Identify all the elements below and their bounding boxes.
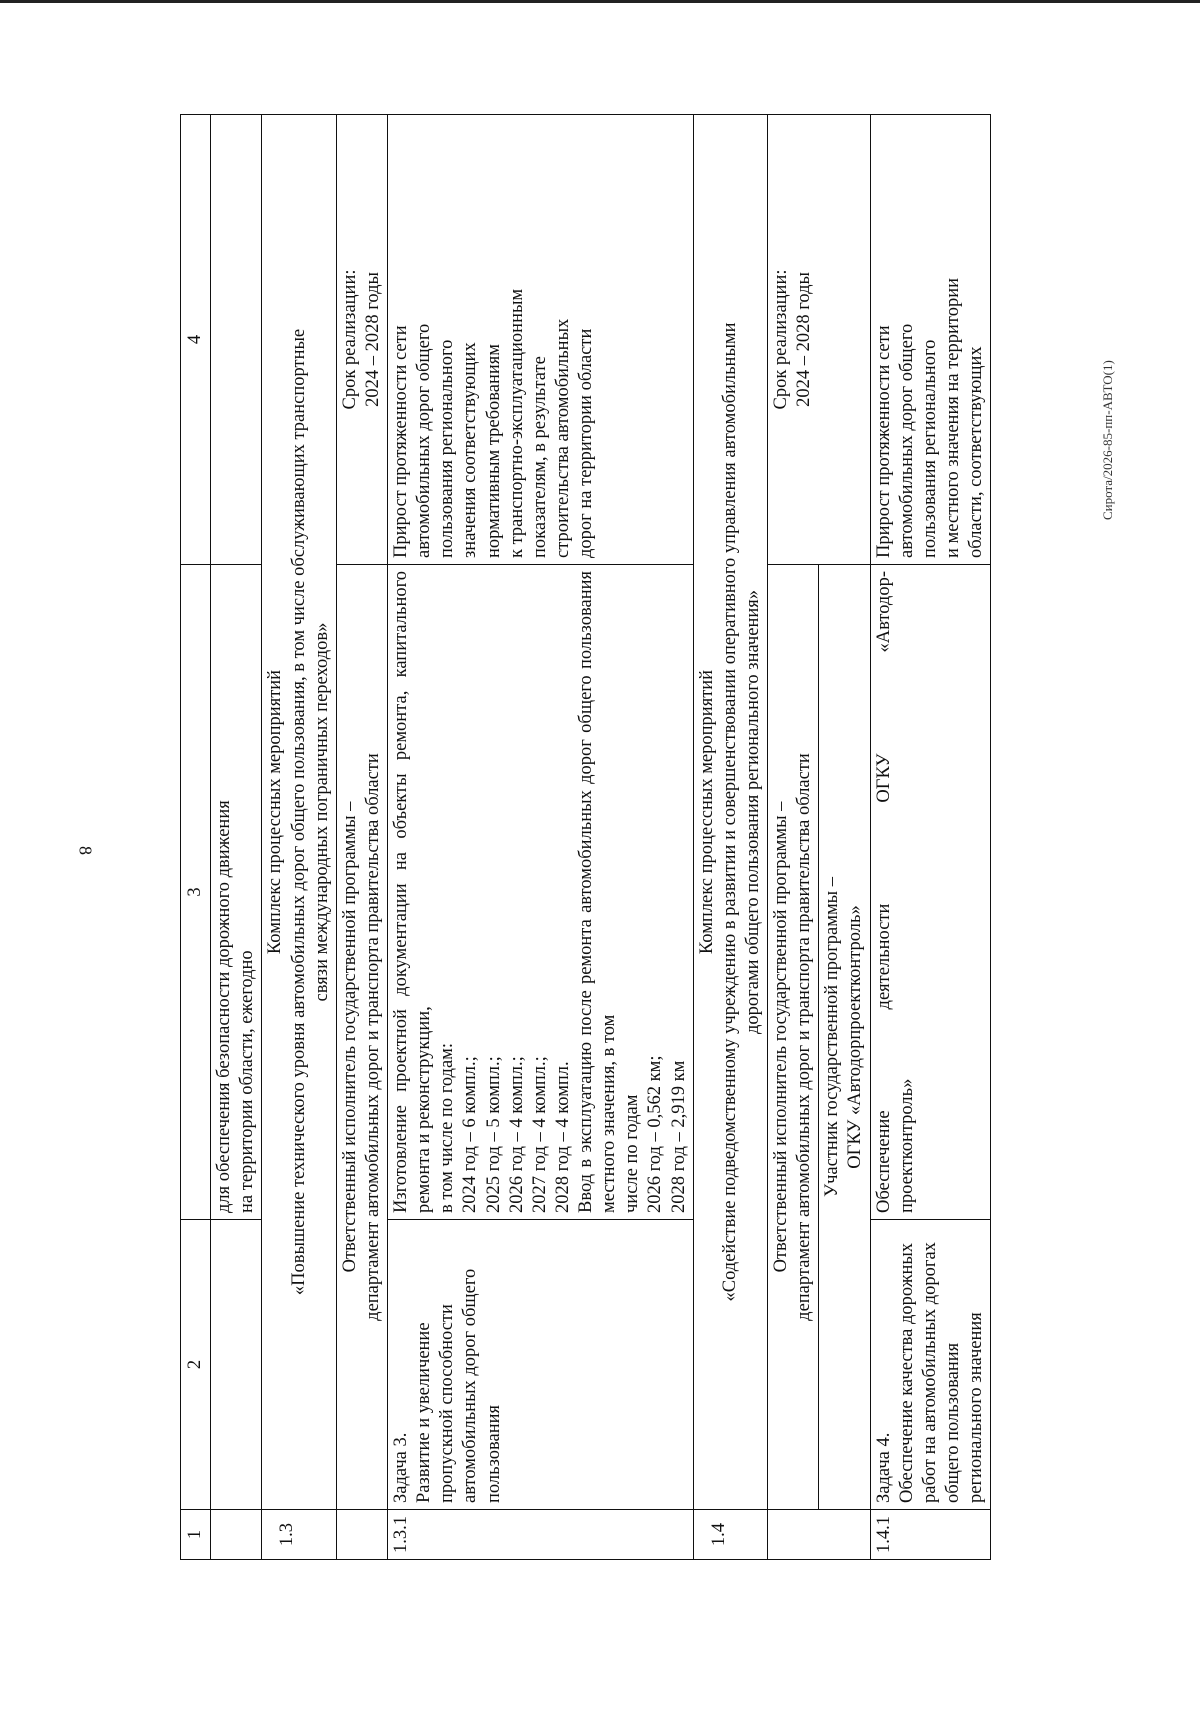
page-number: 8 <box>75 846 96 855</box>
results-cell: Прирост протяженности сети автомобильных дорог общего пользования регионального значения соответствующих нормативным требованиям к транспортно-эксплуатационным показателям, в результате строительства автомобильных дорог на территории области <box>388 115 694 565</box>
activities-cell: Обеспечение деятельности ОГКУ «Автодор- проектконтроль» <box>870 565 991 1220</box>
task-cell: Задача 3. Развитие и увеличение пропускной способности автомобильных дорог общего пользования <box>388 1220 694 1510</box>
activities-cell: Изготовление проектной документации на объекты ремонта, капитального ремонта и реконструкции, в том числе по годам: 2024 год – 6 компл.; 2025 год – 5 компл.; 2026 год – 4 компл.; 2027 год – 4 компл.; 2028 год – 4 компл. Ввод в эксплуатацию после ремонта автомобильных дорог общего пользования местного значения, в том числе по годам 2026 год – 0,562 км; 2028 год – 2,919 км <box>388 565 694 1220</box>
rotated-page <box>180 115 1095 1560</box>
footer-code: Сирота/2026-85-пп-АВТО(1) <box>1100 360 1115 520</box>
section-number: 1.3 <box>262 1510 336 1560</box>
row-number: 1.3.1 <box>388 1510 694 1560</box>
task-cell: Задача 4. Обеспечение качества дорожных работ на автомобильных дорогах общего пользования регионального значения <box>870 1220 991 1510</box>
header-col1: 1 <box>181 1510 211 1560</box>
section-1-4-row <box>693 115 767 1560</box>
row-1-3-1 <box>388 115 694 1560</box>
section-title: Комплекс процессных мероприятий «Содействие подведомственному учреждению в развитии и совершенствовании оперативного управления автомобильными дорогами общего пользования регионального значения» <box>693 115 767 1510</box>
implementation-term: Срок реализации: 2024 – 2028 годы <box>768 115 871 565</box>
scan-edge <box>0 0 1200 3</box>
row-number: 1.4.1 <box>870 1510 991 1560</box>
section-1-3-responsible-row <box>336 115 387 1560</box>
results-cell: Прирост протяженности сети автомобильных дорог общего пользования регионального и местного значения на территории области, соответствующих <box>870 115 991 565</box>
row-1-4-1 <box>870 115 991 1560</box>
header-col4: 4 <box>181 115 211 565</box>
section-1-3-row <box>262 115 336 1560</box>
header-col3: 3 <box>181 565 211 1220</box>
responsible-executor: Ответственный исполнитель государственной программы – департамент автомобильных дорог и транспорта правительства области <box>336 565 387 1510</box>
section-number: 1.4 <box>693 1510 767 1560</box>
program-participant: Участник государственной программы – ОГКУ «Автодорпроектконтроль» <box>819 565 870 1510</box>
responsible-executor: Ответственный исполнитель государственной программы – департамент автомобильных дорог и транспорта правительства области <box>768 565 819 1510</box>
implementation-term: Срок реализации: 2024 – 2028 годы <box>336 115 387 565</box>
section-title: Комплекс процессных мероприятий «Повышение технического уровня автомобильных дорог общего пользования, в том числе обслуживающих транспортные связи международных пограничных переходов» <box>262 115 336 1510</box>
program-table <box>180 114 991 1560</box>
continuation-text: для обеспечения безопасности дорожного движения на территории области, ежегодно <box>211 565 262 1220</box>
header-col2: 2 <box>181 1220 211 1510</box>
section-1-4-responsible-row <box>768 115 819 1560</box>
continuation-row <box>211 115 262 1560</box>
header-row <box>181 115 211 1560</box>
